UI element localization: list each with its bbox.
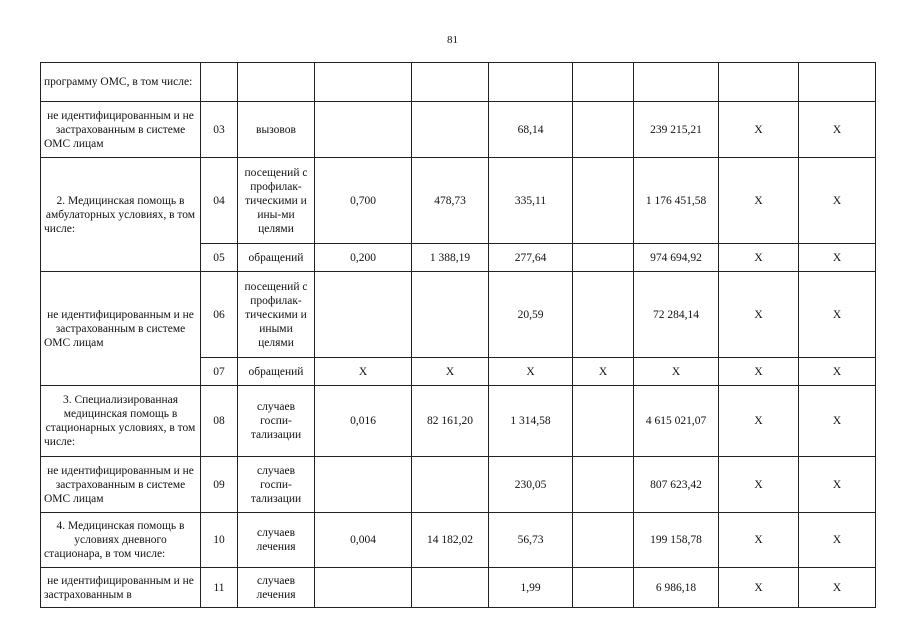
cell-value: X <box>719 386 799 457</box>
row-description: 2. Медицинская помощь в амбулаторных условиях, в том числе: <box>41 158 201 272</box>
table-row <box>41 63 876 102</box>
cell-value: 20,59 <box>489 272 573 358</box>
table-row <box>41 272 876 358</box>
cell-value <box>412 457 489 513</box>
cell-value <box>315 568 412 608</box>
row-description: не идентифицированным и не застрахованным в системе ОМС лицам <box>41 457 201 513</box>
cell-value: 239 215,21 <box>634 102 719 158</box>
cell-value: X <box>489 358 573 386</box>
cell-value: X <box>719 158 799 244</box>
cell-value <box>412 102 489 158</box>
cell-value <box>799 63 876 102</box>
row-code: 11 <box>201 568 238 608</box>
cell-value: 199 158,78 <box>634 513 719 568</box>
cell-value: X <box>315 358 412 386</box>
cell-value <box>412 63 489 102</box>
cell-value: X <box>799 272 876 358</box>
cell-value <box>573 513 634 568</box>
cell-value <box>412 568 489 608</box>
cell-value: X <box>719 272 799 358</box>
cell-value: 807 623,42 <box>634 457 719 513</box>
row-code: 09 <box>201 457 238 513</box>
cell-value: X <box>799 513 876 568</box>
cell-value: X <box>799 358 876 386</box>
cell-value <box>573 272 634 358</box>
cell-value: 0,200 <box>315 244 412 272</box>
row-unit: обращений <box>238 244 315 272</box>
row-unit: обращений <box>238 358 315 386</box>
cell-value: 56,73 <box>489 513 573 568</box>
cell-value: 1 176 451,58 <box>634 158 719 244</box>
row-code: 05 <box>201 244 238 272</box>
cell-value: X <box>799 386 876 457</box>
row-unit <box>238 63 315 102</box>
financing-table <box>40 62 876 608</box>
row-unit: случаев госпи-тализации <box>238 457 315 513</box>
cell-value <box>573 386 634 457</box>
cell-value: X <box>799 244 876 272</box>
row-unit: случаев лечения <box>238 568 315 608</box>
row-description: 4. Медицинская помощь в условиях дневного стационара, в том числе: <box>41 513 201 568</box>
table-row <box>41 568 876 608</box>
row-description: программу ОМС, в том числе: <box>41 63 201 102</box>
cell-value: 1 388,19 <box>412 244 489 272</box>
row-unit: посещений с профилак-тическими и ины-ми целями <box>238 158 315 244</box>
cell-value: 6 986,18 <box>634 568 719 608</box>
cell-value: X <box>719 358 799 386</box>
row-code: 03 <box>201 102 238 158</box>
row-description: не идентифицированным и не застрахованным в системе ОМС лицам <box>41 272 201 386</box>
cell-value: X <box>719 513 799 568</box>
cell-value: X <box>412 358 489 386</box>
table-row <box>41 102 876 158</box>
table-row <box>41 513 876 568</box>
cell-value <box>573 244 634 272</box>
row-code: 06 <box>201 272 238 358</box>
cell-value <box>573 63 634 102</box>
table-row <box>41 158 876 244</box>
page-number: 81 <box>447 34 458 46</box>
cell-value: X <box>799 158 876 244</box>
cell-value <box>573 457 634 513</box>
cell-value: X <box>799 102 876 158</box>
cell-value: X <box>719 568 799 608</box>
cell-value <box>719 63 799 102</box>
cell-value: 0,016 <box>315 386 412 457</box>
table-row <box>41 457 876 513</box>
row-code <box>201 63 238 102</box>
cell-value: 82 161,20 <box>412 386 489 457</box>
row-unit: случаев госпи-тализации <box>238 386 315 457</box>
cell-value: 72 284,14 <box>634 272 719 358</box>
cell-value: 0,004 <box>315 513 412 568</box>
cell-value: X <box>719 244 799 272</box>
cell-value: 478,73 <box>412 158 489 244</box>
cell-value <box>634 63 719 102</box>
table-row <box>41 386 876 457</box>
cell-value <box>315 272 412 358</box>
cell-value: X <box>573 358 634 386</box>
row-unit: случаев лечения <box>238 513 315 568</box>
row-code: 04 <box>201 158 238 244</box>
cell-value <box>412 272 489 358</box>
cell-value: 0,700 <box>315 158 412 244</box>
cell-value: X <box>799 568 876 608</box>
cell-value: 230,05 <box>489 457 573 513</box>
row-description: не идентифицированным и не застрахованным в <box>41 568 201 608</box>
row-description: не идентифицированным и не застрахованным в системе ОМС лицам <box>41 102 201 158</box>
cell-value: X <box>634 358 719 386</box>
row-unit: вызовов <box>238 102 315 158</box>
cell-value: X <box>799 457 876 513</box>
cell-value <box>489 63 573 102</box>
cell-value <box>315 457 412 513</box>
cell-value <box>573 568 634 608</box>
cell-value: 974 694,92 <box>634 244 719 272</box>
cell-value: 14 182,02 <box>412 513 489 568</box>
cell-value <box>315 102 412 158</box>
cell-value: 277,64 <box>489 244 573 272</box>
row-code: 07 <box>201 358 238 386</box>
cell-value: X <box>719 102 799 158</box>
cell-value: 68,14 <box>489 102 573 158</box>
cell-value: 1,99 <box>489 568 573 608</box>
cell-value <box>315 63 412 102</box>
row-description: 3. Специализированная медицинская помощь в стационарных условиях, в том числе: <box>41 386 201 457</box>
row-unit: посещений с профилак-тическими и иными целями <box>238 272 315 358</box>
cell-value: X <box>719 457 799 513</box>
cell-value: 1 314,58 <box>489 386 573 457</box>
row-code: 08 <box>201 386 238 457</box>
cell-value <box>573 158 634 244</box>
cell-value <box>573 102 634 158</box>
row-code: 10 <box>201 513 238 568</box>
cell-value: 335,11 <box>489 158 573 244</box>
cell-value: 4 615 021,07 <box>634 386 719 457</box>
